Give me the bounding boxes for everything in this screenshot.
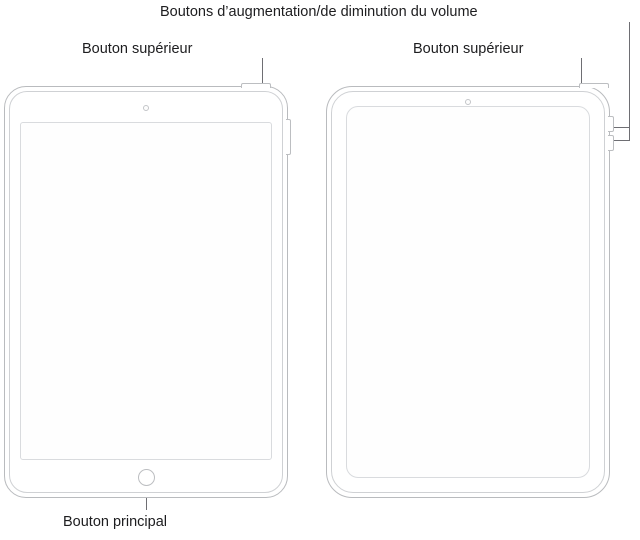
leader-line-volume-bracket xyxy=(629,127,630,141)
tablet-without-home-button xyxy=(326,86,610,498)
volume-up-button-icon[interactable] xyxy=(608,116,614,132)
volume-down-button-icon[interactable] xyxy=(608,135,614,151)
front-camera-icon xyxy=(465,99,471,105)
tablet-bezel-inner xyxy=(331,91,605,493)
label-top-button-right: Bouton supérieur xyxy=(413,41,524,57)
leader-line-top-button-left xyxy=(262,58,263,86)
top-button-icon[interactable] xyxy=(241,83,271,88)
top-button-icon[interactable] xyxy=(579,83,609,88)
tablet-bezel-inner xyxy=(9,91,283,493)
leader-line-top-button-right xyxy=(581,58,582,86)
leader-line-volume-upper xyxy=(612,127,630,128)
tablet-screen xyxy=(20,122,272,460)
side-button-icon[interactable] xyxy=(286,119,291,155)
label-home-button: Bouton principal xyxy=(63,514,167,530)
tablet-with-home-button xyxy=(4,86,288,498)
home-button-icon[interactable] xyxy=(138,469,155,486)
label-top-button-left: Bouton supérieur xyxy=(82,41,193,57)
label-volume-buttons: Boutons d’augmentation/de diminution du volume xyxy=(160,4,478,20)
tablet-screen xyxy=(346,106,590,478)
leader-line-volume-vertical xyxy=(629,22,630,140)
leader-line-volume-lower xyxy=(612,140,630,141)
front-camera-icon xyxy=(143,105,149,111)
